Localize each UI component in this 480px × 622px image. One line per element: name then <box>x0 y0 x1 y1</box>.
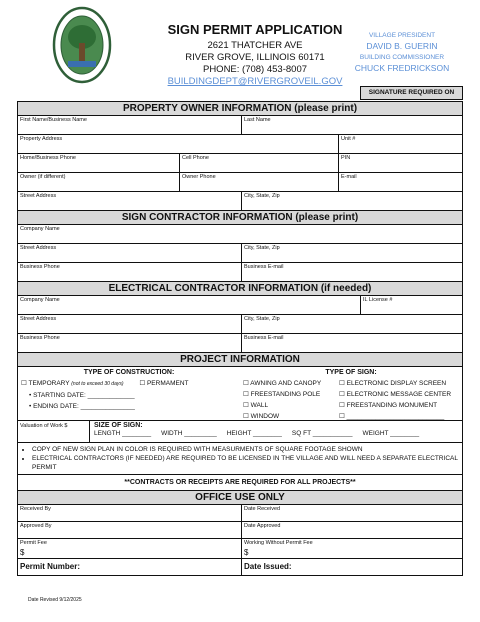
electrical-section-title: ELECTRICAL CONTRACTOR INFORMATION (if needed) <box>18 282 462 296</box>
owner-city-field[interactable]: City, State, Zip <box>244 193 280 199</box>
sign-type-checkbox[interactable]: ☐ ELECTRONIC MESSAGE CENTER <box>339 391 452 398</box>
approved-by-field[interactable]: Approved By <box>18 522 242 538</box>
sign-email-field[interactable]: Business E-mail <box>244 264 284 270</box>
office-address: 2621 THATCHER AVE <box>207 40 303 51</box>
pin-field[interactable]: PIN <box>341 155 351 161</box>
permanent-checkbox[interactable]: ☐ PERMAMENT <box>139 380 189 387</box>
alt-owner-field[interactable]: Owner (if different) <box>18 173 180 191</box>
project-section-title: PROJECT INFORMATION <box>18 353 462 367</box>
size-of-sign-label: SIZE OF SIGN: <box>94 422 143 429</box>
office-use-section-title: OFFICE USE ONLY <box>18 491 462 505</box>
owner-street-field[interactable]: Street Address <box>18 192 242 210</box>
contracts-required-note: **CONTRACTS OR RECEIPTS ARE REQUIRED FOR ALL PROJECTS** <box>18 475 462 491</box>
sign-contractor-section-title: SIGN CONTRACTOR INFORMATION (please print) <box>18 211 462 225</box>
electrical-street-field[interactable]: Street Address <box>18 315 242 333</box>
weight-field[interactable]: WEIGHT ________ <box>362 430 420 437</box>
electrical-company-field[interactable]: Company Name <box>18 296 361 314</box>
permit-form <box>17 101 463 576</box>
owner-email-field[interactable]: E-mail <box>341 174 357 180</box>
working-without-permit-fee-field[interactable] <box>242 539 462 558</box>
note-electrical-license: • ELECTRICAL CONTRACTORS (IF NEEDED) ARE REQUIRED TO BE LICENSED IN THE VILLAGE AND WILL NEED A SEPARATE ELECTRICAL PERMIT <box>32 454 458 472</box>
home-phone-field[interactable]: Home/Business Phone <box>18 154 180 172</box>
ending-date-field[interactable]: • ENDING DATE: _______________ <box>29 403 135 410</box>
height-field[interactable]: HEIGHT ________ <box>226 430 282 437</box>
sqft-field[interactable]: SQ FT ___________ <box>291 430 353 437</box>
owner-section-title: PROPERTY OWNER INFORMATION (please print) <box>18 102 462 116</box>
signature-required-badge: SIGNATURE REQUIRED ON <box>360 86 463 100</box>
sign-type-checkbox[interactable]: ☐ ELECTRONIC DISPLAY SCREEN <box>339 380 447 387</box>
temporary-checkbox[interactable]: ☐ TEMPORARY <box>21 380 70 387</box>
cell-phone-field[interactable]: Cell Phone <box>180 154 339 172</box>
office-phone: PHONE: (708) 453-8007 <box>202 64 308 75</box>
permit-fee-field[interactable] <box>18 539 242 558</box>
sign-type-checkbox[interactable]: ☐ WINDOW <box>243 413 280 420</box>
village-seal-logo <box>52 5 112 85</box>
permit-fee-dollar: $ <box>20 548 25 557</box>
property-address-field[interactable]: Property Address <box>18 135 339 153</box>
commissioner-name: CHUCK FREDRICKSON <box>354 63 450 73</box>
date-approved-field[interactable]: Date Approved <box>244 523 281 529</box>
form-title: SIGN PERMIT APPLICATION <box>167 22 343 37</box>
electrical-email-field[interactable]: Business E-mail <box>244 335 284 341</box>
sign-company-field[interactable]: Company Name <box>20 226 60 232</box>
sign-type-checkbox[interactable]: ☐ AWNING AND CANOPY <box>243 380 322 387</box>
owner-first-name-field[interactable]: First Name/Business Name <box>18 116 242 134</box>
width-field[interactable]: WIDTH _________ <box>161 430 217 437</box>
owner-last-name-field[interactable]: Last Name <box>244 117 271 123</box>
sign-phone-field[interactable]: Business Phone <box>18 263 242 281</box>
electrical-phone-field[interactable]: Business Phone <box>18 334 242 352</box>
commissioner-title: BUILDING COMMISSIONER <box>359 54 445 61</box>
date-received-field[interactable]: Date Received <box>244 506 281 512</box>
working-fee-label: Working Without Permit Fee <box>244 540 313 546</box>
starting-date-field[interactable]: • STARTING DATE: _____________ <box>29 392 135 399</box>
permit-number-field[interactable]: Permit Number: <box>18 559 242 575</box>
electrical-city-field[interactable]: City, State, Zip <box>244 316 280 322</box>
construction-type-title: TYPE OF CONSTRUCTION: <box>83 369 175 376</box>
working-fee-dollar: $ <box>244 548 249 557</box>
note-sign-plan: • COPY OF NEW SIGN PLAN IN COLOR IS REQUIRED WITH MEASURMENTS OF SQUARE FOOTAGE SHOWN <box>32 445 458 454</box>
permit-fee-label: Permit Fee <box>20 540 47 546</box>
sign-type-checkbox[interactable]: ☐ FREESTANDING MONUMENT <box>339 402 438 409</box>
received-by-field[interactable]: Received By <box>18 505 242 521</box>
president-title: VILLAGE PRESIDENT <box>368 32 436 39</box>
sign-street-field[interactable]: Street Address <box>18 244 242 262</box>
project-notes <box>18 443 462 475</box>
sign-type-other-field[interactable]: ☐ ___________________________ <box>339 413 445 420</box>
office-city: RIVER GROVE, ILLINOIS 60171 <box>185 52 325 63</box>
sign-type-checkbox[interactable]: ☐ FREESTANDING POLE <box>243 391 321 398</box>
temporary-note: (not to exceed 30 days) <box>71 381 124 387</box>
date-revised: Date Revised 9/12/2025 <box>28 597 82 603</box>
length-field[interactable]: LENGTH ________ <box>94 430 152 437</box>
unit-field[interactable]: Unit # <box>341 136 356 142</box>
electrical-license-field[interactable]: IL License # <box>363 297 393 303</box>
owner-phone-field[interactable]: Owner Phone <box>180 173 339 191</box>
valuation-field[interactable]: Valuation of Work $ <box>18 421 90 442</box>
sign-type-checkbox[interactable]: ☐ WALL <box>243 402 269 409</box>
sign-type-title: TYPE OF SIGN: <box>325 369 377 376</box>
president-name: DAVID B. GUERIN <box>366 41 438 51</box>
office-email-link[interactable]: BUILDINGDEPT@RIVERGROVEIL.GOV <box>167 76 343 87</box>
sign-city-field[interactable]: City, State, Zip <box>244 245 280 251</box>
date-issued-field[interactable]: Date Issued: <box>244 562 292 571</box>
